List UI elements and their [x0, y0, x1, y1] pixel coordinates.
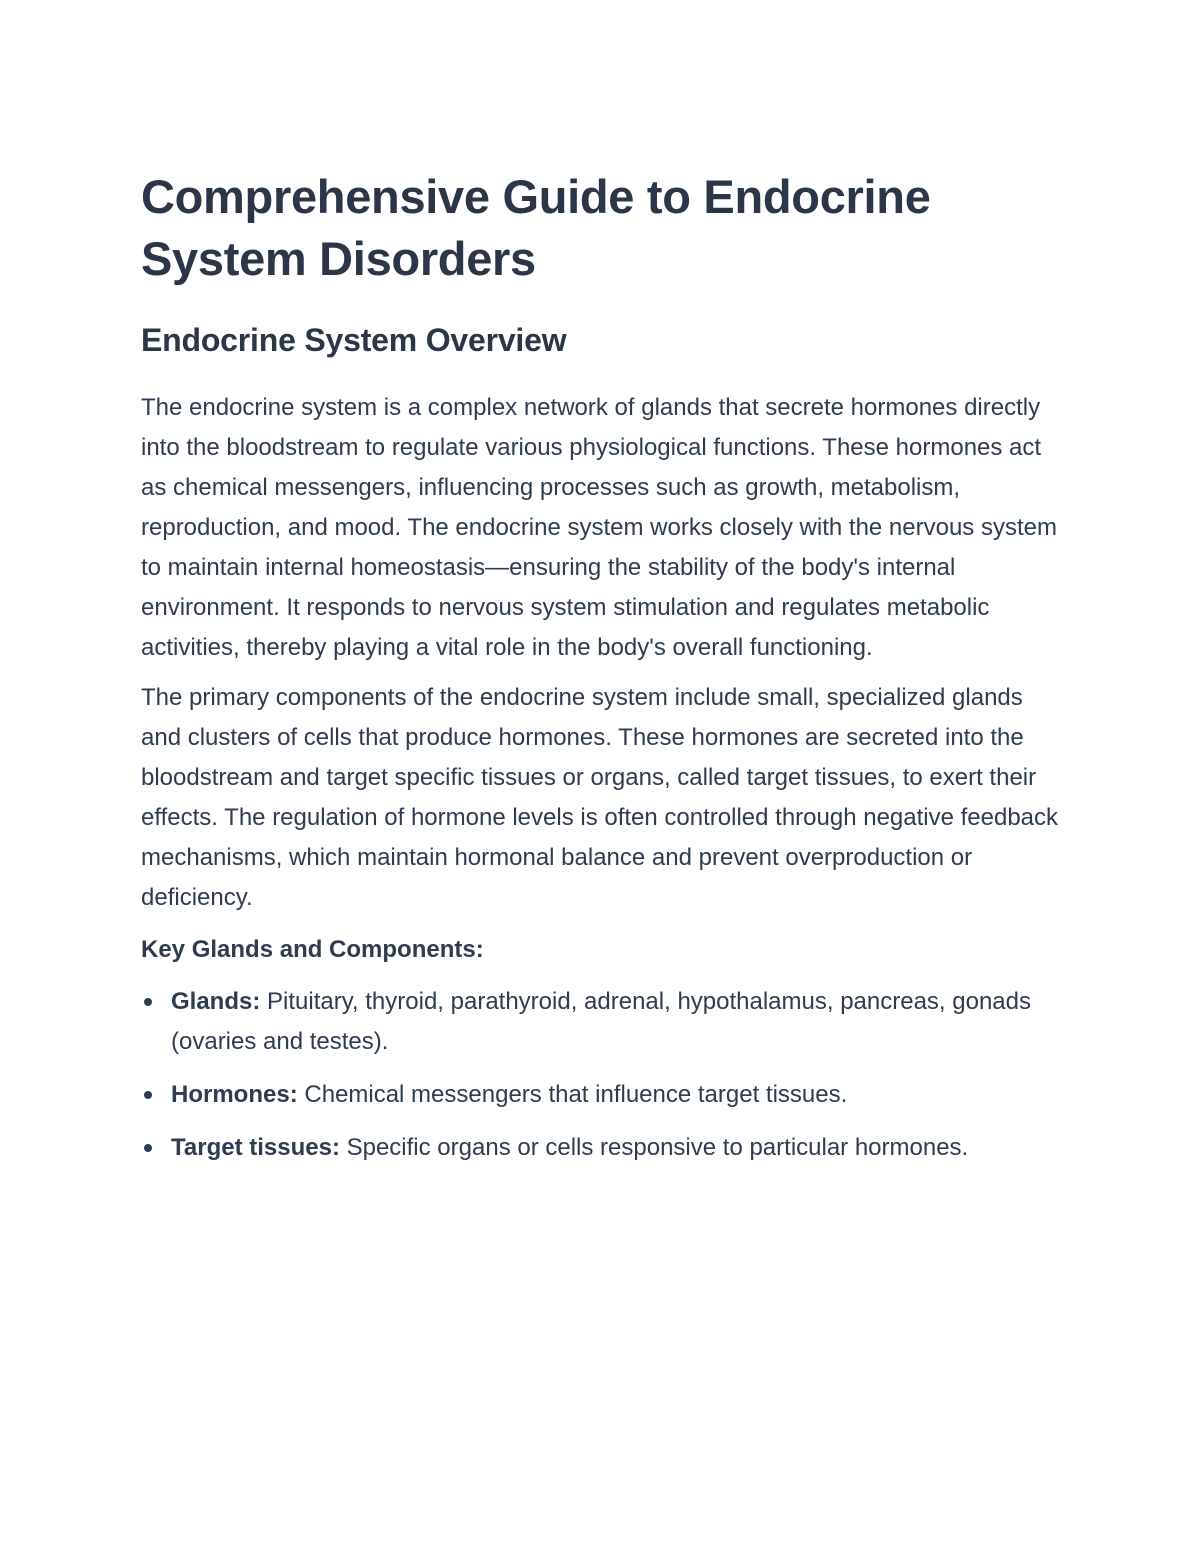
key-components-list [141, 982, 1061, 1168]
list-item-text: Pituitary, thyroid, parathyroid, adrenal, hypothalamus, pancreas, gonads (ovaries and testes). [171, 988, 1032, 1055]
overview-paragraph-1: The endocrine system is a complex network of glands that secrete hormones directly into the bloodstream to regulate various physiological functions. These hormones act as chemical messengers, influencing processes such as growth, metabolism, reproduction, and mood. The endocrine system works closely with the nervous system to maintain internal homeostasis—ensuring the stability of the body's internal environment. It responds to nervous system stimulation and regulates metabolic activities, thereby playing a vital role in the body's overall functioning. [141, 394, 1057, 661]
list-item-glands [141, 982, 1061, 1062]
key-components-heading: Key Glands and Components: [141, 936, 484, 963]
overview-paragraph-2: The primary components of the endocrine system include small, specialized glands and clusters of cells that produce hormones. These hormones are secreted into the bloodstream and target specific tissues or organs, called target tissues, to exert their effects. The regulation of hormone levels is often controlled through negative feedback mechanisms, which maintain hormonal balance and prevent overproduction or deficiency. [141, 684, 1059, 911]
bullet-dot-icon [144, 998, 152, 1006]
list-item-target-tissues [141, 1128, 1061, 1168]
list-item-term: Glands: [171, 988, 261, 1015]
section-heading: Endocrine System Overview [141, 322, 567, 358]
list-item-text: Chemical messengers that influence target tissues. [297, 1081, 848, 1108]
list-item-term: Target tissues: [171, 1134, 340, 1161]
list-item-text: Specific organs or cells responsive to particular hormones. [339, 1134, 969, 1161]
document-title: Comprehensive Guide to Endocrine System Disorders [141, 170, 931, 285]
list-item-term: Hormones: [171, 1081, 298, 1108]
bullet-dot-icon [144, 1144, 152, 1152]
bullet-dot-icon [144, 1091, 152, 1099]
document-page [141, 166, 1061, 1181]
list-item-hormones [141, 1075, 1061, 1115]
